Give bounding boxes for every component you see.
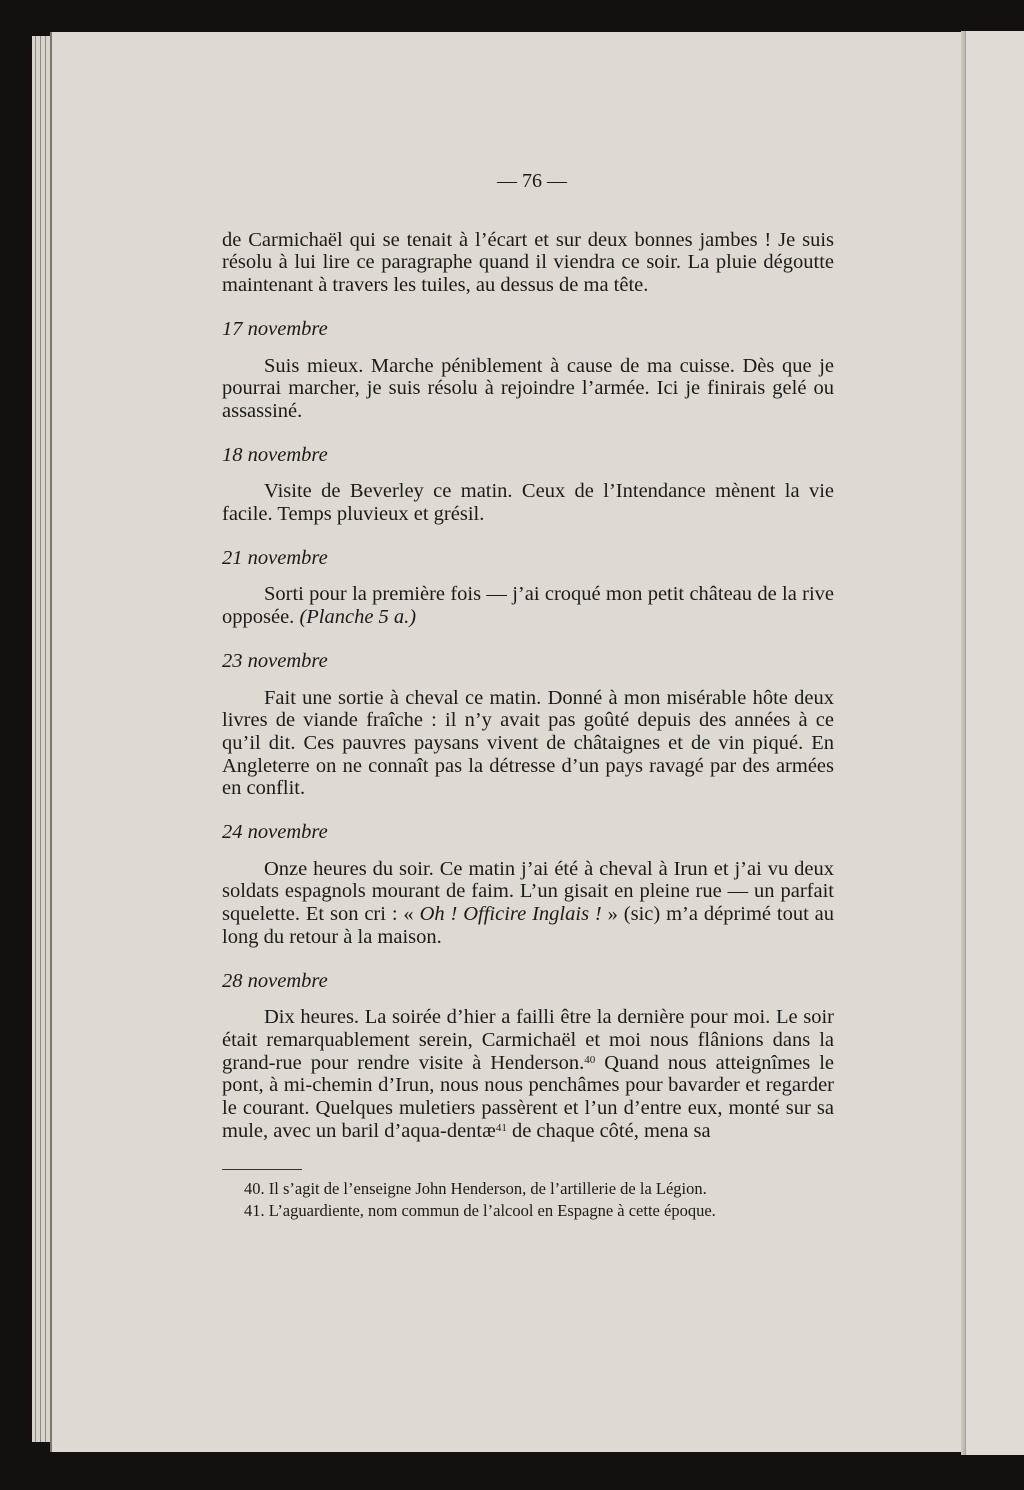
- entry-date: 21 novembre: [222, 546, 328, 569]
- entry-text: Suis mieux. Marche péniblement à cause de ma cuisse. Dès que je pourrai marcher, je suis résolu à rejoindre l’armée. Ici je finirais gelé ou assassiné.: [222, 354, 834, 422]
- entry-date: 23 novembre: [222, 649, 328, 672]
- entry-text-part1: Dix heures. La soirée d’hier a failli être la dernière pour moi. Le soir était remarquablement serein, Carmichaël et moi nous flânions dans la grand-rue pour rendre visite à Henderson.: [222, 1006, 834, 1074]
- plate-reference: (Planche 5 a.): [299, 606, 417, 629]
- entry-text-part2: Quand nous atteignîmes le pont, à mi-chemin d’Irun, nous nous penchâmes pour bavarder et regarder le courant. Quelques muletiers passèrent et l’un d’entre eux, monté sur sa mule, avec un baril d’aqua-dentæ: [222, 1051, 834, 1142]
- entry-text-main: Sorti pour la première fois — j’ai croqué mon petit château de la rive opposée.: [222, 583, 834, 629]
- footnote-ref[interactable]: 40: [584, 1053, 596, 1066]
- page-edge-line: [35, 36, 36, 1442]
- page-number: — 76 —: [497, 170, 567, 192]
- entry-text: Visite de Beverley ce matin. Ceux de l’Intendance mènent la vie facile. Temps pluvieux et grésil.: [222, 480, 834, 526]
- entry-text-part3: de chaque côté, mena sa: [511, 1119, 711, 1142]
- entry-text: Fait une sortie à cheval ce matin. Donné à mon misérable hôte deux livres de viande fraîche : il n’y avait pas goûté depuis des années à ce qu’il dit. Ces pauvres paysans vivent de châtaignes et de vin piqué. En Angleterre on ne connaît pas la détresse d’un pays ravagé par des armées en conflit.: [222, 686, 834, 800]
- entry-date: 18 novembre: [222, 443, 328, 466]
- diary-entry: [222, 650, 834, 800]
- facing-page-edge: [965, 31, 1024, 1455]
- footnote: 40. Il s’agit de l’enseigne John Henderson, de l’artillerie de la Légion.: [244, 1178, 707, 1198]
- entry-text-before: Onze heures du soir. Ce matin j’ai été à cheval à Irun et j’ai vu deux soldats espagnols mourant de faim. L’un gisait en pleine rue — un parfait squelette. Et son cri : «: [222, 857, 834, 926]
- page-edge-line: [40, 36, 41, 1442]
- entry-date: 24 novembre: [222, 821, 328, 844]
- diary-entry: [222, 444, 834, 526]
- diary-entry: [222, 318, 834, 423]
- diary-entry: [222, 821, 834, 949]
- page-edge-line: [45, 36, 46, 1442]
- entry-text: [222, 858, 834, 949]
- diary-entry: [222, 970, 834, 1143]
- entry-text: [222, 583, 834, 628]
- footnote: 41. L’aguardiente, nom commun de l’alcool en Espagne à cette époque.: [244, 1200, 716, 1220]
- footnote-ref[interactable]: 41: [495, 1121, 507, 1134]
- entry-text: [222, 1006, 834, 1142]
- entry-date: 28 novembre: [222, 969, 328, 992]
- page-content: [222, 170, 834, 1223]
- footnote-separator: [222, 1169, 302, 1170]
- footnotes: [222, 1179, 834, 1221]
- entry-date: 17 novembre: [222, 317, 328, 340]
- entry-text-after: » (sic) m’a déprimé tout au long du retour à la maison.: [222, 903, 835, 948]
- quoted-cry: Oh ! Officire Inglais !: [419, 903, 602, 926]
- opening-paragraph: de Carmichaël qui se tenait à l’écart et sur deux bonnes jambes ! Je suis résolu à lui lire ce paragraphe quand il viendra ce soir. La pluie dégoutte maintenant à travers les tuiles, au dessus de ma tête.: [222, 228, 834, 297]
- diary-entry: [222, 547, 834, 629]
